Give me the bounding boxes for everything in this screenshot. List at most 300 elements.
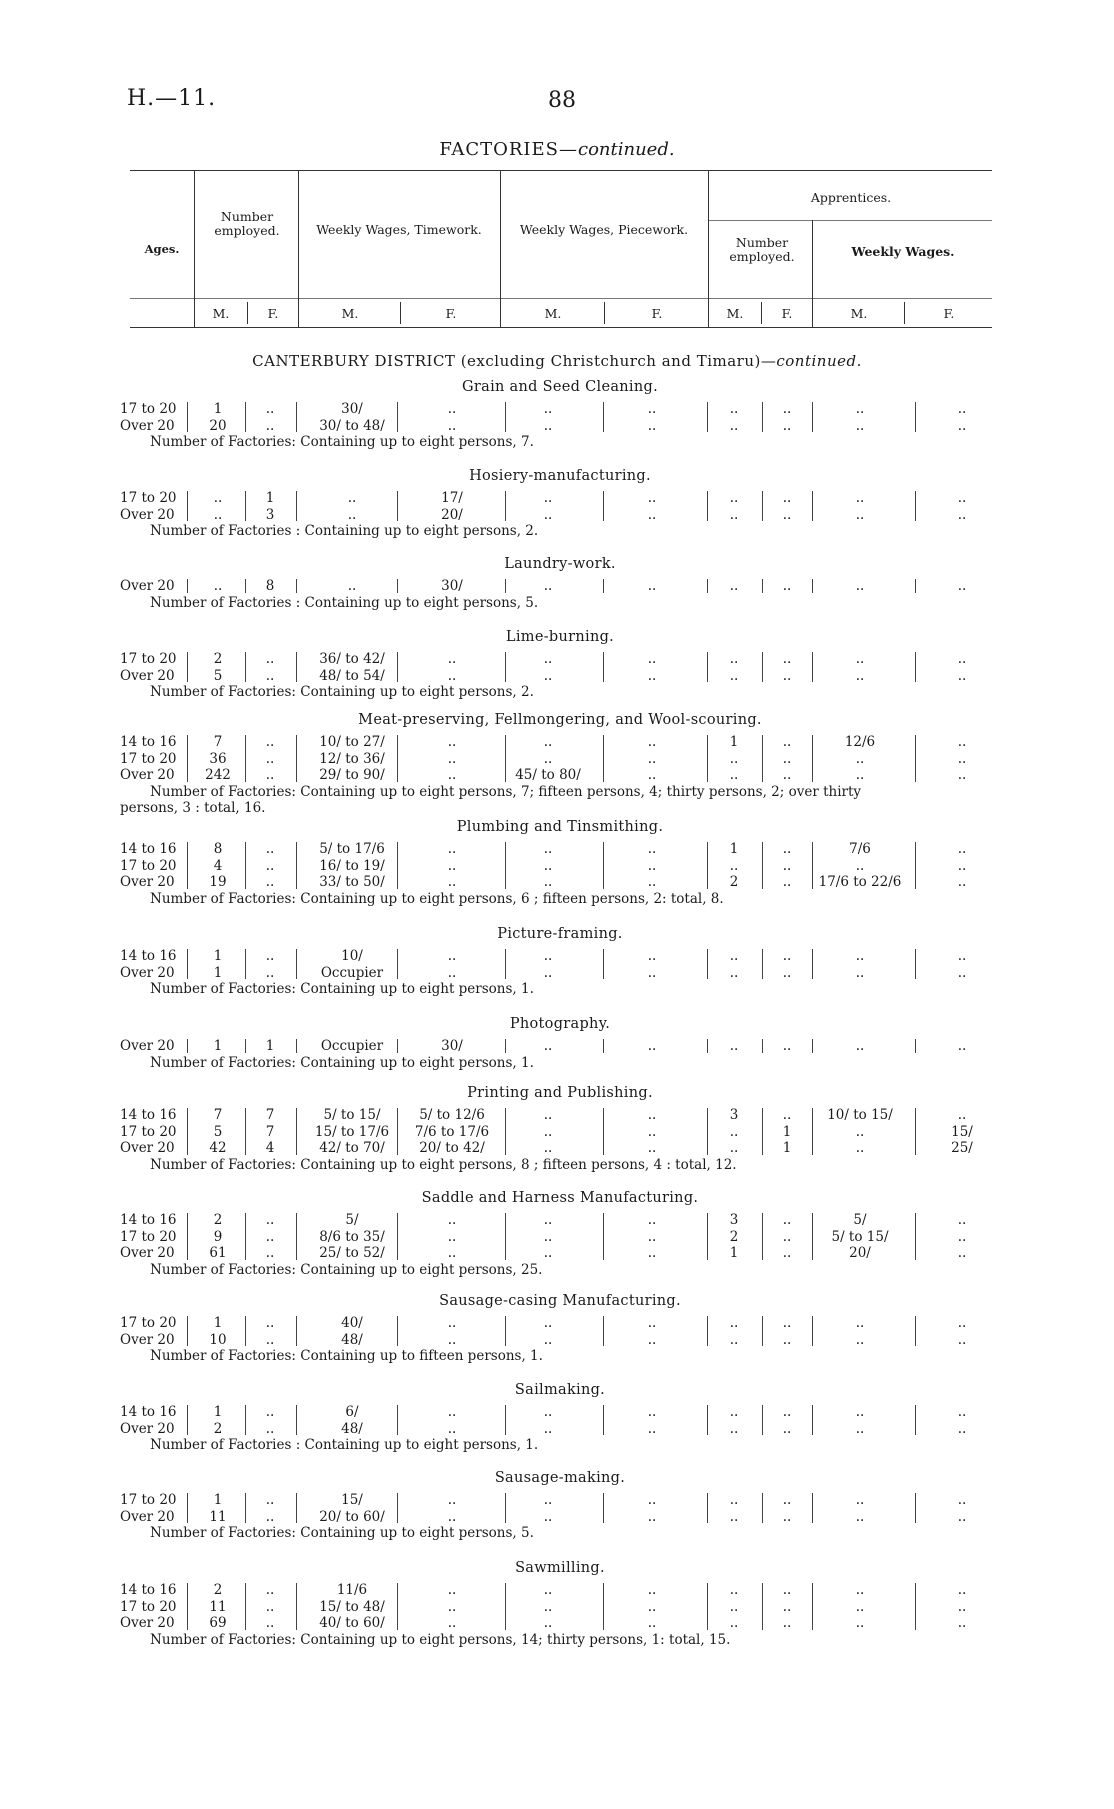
table-row — [0, 1599, 1114, 1615]
age-cell: 14 to 16 — [120, 1582, 177, 1598]
value-cell: .. — [782, 1245, 792, 1261]
value-cell: .. — [543, 1598, 553, 1615]
value-cell: .. — [265, 841, 275, 857]
value-cell: .. — [543, 874, 553, 890]
value-cell: .. — [447, 1228, 457, 1245]
value-cell: 8/6 to 35/ — [319, 1228, 385, 1245]
value-cell: .. — [957, 1038, 967, 1054]
column-rule — [603, 1583, 604, 1630]
column-rule — [762, 842, 763, 889]
value-cell: 15/ to 17/6 — [314, 1123, 390, 1140]
value-cell: .. — [782, 1404, 792, 1420]
value-cell: 1 — [729, 1245, 739, 1261]
column-rule — [505, 1213, 506, 1260]
table-row — [0, 965, 1114, 981]
value-cell: Occupier — [320, 964, 384, 981]
value-cell: 242 — [205, 767, 231, 783]
value-cell: .. — [729, 1582, 739, 1598]
column-rule — [296, 1108, 297, 1155]
value-cell: .. — [782, 750, 792, 767]
value-cell: .. — [957, 401, 967, 417]
value-cell: .. — [447, 948, 457, 964]
table-row — [0, 1315, 1114, 1331]
value-cell: .. — [543, 578, 553, 594]
age-cell: 14 to 16 — [120, 734, 177, 750]
value-cell: .. — [782, 1315, 792, 1331]
age-cell: Over 20 — [120, 417, 175, 434]
column-rule — [505, 1039, 506, 1053]
value-cell: .. — [647, 874, 657, 890]
age-cell: Over 20 — [120, 1245, 175, 1261]
value-cell: .. — [447, 1331, 457, 1348]
column-rule — [812, 842, 813, 889]
age-cell: Over 20 — [120, 1508, 175, 1525]
value-cell: .. — [782, 651, 792, 667]
value-cell: .. — [729, 667, 739, 684]
table-row — [0, 948, 1114, 964]
value-cell: .. — [782, 948, 792, 964]
column-rule — [296, 1405, 297, 1435]
column-rule — [397, 652, 398, 682]
value-cell: 48/ to 54/ — [319, 667, 385, 684]
col-m: M. — [212, 306, 230, 321]
value-cell: .. — [265, 1508, 275, 1525]
value-cell: .. — [265, 1212, 275, 1228]
value-cell: 1 — [782, 1123, 792, 1140]
value-cell: .. — [782, 1228, 792, 1245]
value-cell: 5 — [213, 1123, 223, 1140]
page-number: 88 — [548, 88, 576, 113]
section-title: Picture-framing. — [497, 926, 623, 942]
value-cell: .. — [729, 417, 739, 434]
age-cell: 14 to 16 — [120, 1107, 177, 1123]
column-rule — [707, 1108, 708, 1155]
value-cell: .. — [647, 857, 657, 874]
factory-count-note: Number of Factories: Containing up to eight persons, 14; thirty persons, 1: total, 15. — [150, 1631, 731, 1648]
column-rule — [187, 1583, 188, 1630]
document-code: H.—11. — [127, 86, 217, 111]
value-cell: .. — [647, 417, 657, 434]
value-cell: .. — [543, 841, 553, 857]
value-cell: .. — [855, 1331, 865, 1348]
column-rule — [296, 579, 297, 593]
column-rule — [245, 1039, 246, 1053]
value-cell: 5/ to 15/ — [831, 1228, 889, 1245]
value-cell: 15/ to 48/ — [319, 1598, 385, 1615]
column-rule — [505, 842, 506, 889]
column-rule — [397, 949, 398, 979]
col-m: M. — [341, 306, 359, 321]
column-rule — [245, 491, 246, 521]
value-cell: .. — [213, 578, 223, 594]
column-rule — [245, 949, 246, 979]
column-rule — [397, 735, 398, 782]
factory-count-note: Number of Factories: Containing up to eight persons, 8 ; fifteen persons, 4 : total, 12. — [150, 1156, 737, 1173]
value-cell: .. — [265, 964, 275, 981]
column-rule — [296, 402, 297, 432]
value-cell: .. — [729, 1331, 739, 1348]
age-cell: 17 to 20 — [120, 1315, 177, 1331]
value-cell: 48/ — [341, 1420, 363, 1437]
column-rule — [187, 402, 188, 432]
table-row — [0, 858, 1114, 874]
value-cell: .. — [782, 506, 792, 523]
value-cell: .. — [447, 1582, 457, 1598]
column-rule — [187, 842, 188, 889]
value-cell: .. — [265, 948, 275, 964]
column-rule — [505, 1108, 506, 1155]
factory-count-note: Number of Factories: Containing up to eight persons, 1. — [150, 981, 534, 997]
value-cell: 4 — [213, 857, 223, 874]
column-rule — [296, 1039, 297, 1053]
value-cell: .. — [447, 667, 457, 684]
value-cell: .. — [855, 506, 865, 523]
value-cell: .. — [957, 1492, 967, 1508]
value-cell: 1 — [213, 948, 223, 964]
value-cell: .. — [855, 857, 865, 874]
column-rule — [187, 1108, 188, 1155]
value-cell: .. — [957, 1615, 967, 1631]
value-cell: .. — [729, 651, 739, 667]
value-cell: .. — [647, 1245, 657, 1261]
value-cell: .. — [729, 1140, 739, 1156]
col-f: F. — [445, 306, 457, 321]
section-title: Sausage-making. — [494, 1470, 626, 1486]
value-cell: 20 — [209, 417, 227, 434]
value-cell: 3 — [265, 506, 275, 523]
value-cell: .. — [647, 964, 657, 981]
value-cell: .. — [855, 667, 865, 684]
column-rule — [915, 842, 916, 889]
column-rule — [187, 1316, 188, 1346]
column-rule — [812, 1583, 813, 1630]
value-cell: 10/ to 15/ — [827, 1107, 893, 1123]
value-cell: 1 — [782, 1140, 792, 1156]
value-cell: .. — [265, 651, 275, 667]
value-cell: 8 — [265, 578, 275, 594]
column-rule — [187, 1405, 188, 1435]
column-rule — [812, 1405, 813, 1435]
column-rule — [603, 1039, 604, 1053]
col-m: M. — [850, 306, 868, 321]
column-rule — [812, 491, 813, 521]
value-cell: .. — [265, 874, 275, 890]
value-cell: .. — [855, 651, 865, 667]
value-cell: .. — [543, 1404, 553, 1420]
value-cell: .. — [543, 1228, 553, 1245]
column-rule — [707, 735, 708, 782]
value-cell: .. — [347, 578, 357, 594]
age-cell: 17 to 20 — [120, 1492, 177, 1508]
column-rule — [707, 1405, 708, 1435]
value-cell: .. — [265, 1331, 275, 1348]
value-cell: .. — [543, 667, 553, 684]
value-cell: .. — [543, 1420, 553, 1437]
column-rule — [915, 949, 916, 979]
value-cell: .. — [855, 1404, 865, 1420]
value-cell: .. — [782, 1420, 792, 1437]
column-rule — [505, 491, 506, 521]
value-cell: .. — [782, 417, 792, 434]
section-title: Saddle and Harness Manufacturing. — [421, 1190, 699, 1206]
value-cell: 7 — [213, 734, 223, 750]
column-rule — [762, 1493, 763, 1523]
column-rule — [762, 1213, 763, 1260]
column-rule — [707, 842, 708, 889]
column-rule — [397, 579, 398, 593]
value-cell: .. — [447, 1212, 457, 1228]
value-cell: .. — [447, 874, 457, 890]
value-cell: 42 — [209, 1140, 227, 1156]
value-cell: 1 — [213, 1315, 223, 1331]
value-cell: .. — [729, 490, 739, 506]
column-rule — [812, 579, 813, 593]
section-title: Grain and Seed Cleaning. — [462, 379, 658, 395]
value-cell: .. — [265, 1315, 275, 1331]
value-cell: .. — [647, 401, 657, 417]
value-cell: .. — [543, 750, 553, 767]
value-cell: .. — [543, 948, 553, 964]
column-rule — [812, 1108, 813, 1155]
value-cell: 11/6 — [336, 1582, 368, 1598]
value-cell: 5/ to 17/6 — [319, 841, 385, 857]
value-cell: 4 — [265, 1140, 275, 1156]
column-rule — [505, 652, 506, 682]
value-cell: 16/ to 19/ — [319, 857, 385, 874]
value-cell: 2 — [213, 1212, 223, 1228]
column-rule — [505, 949, 506, 979]
table-row — [0, 1124, 1114, 1140]
district-heading: CANTERBURY DISTRICT (excluding Christchurch and Timaru)—continued. — [252, 352, 862, 370]
column-rule — [812, 1493, 813, 1523]
age-cell: Over 20 — [120, 667, 175, 684]
age-cell: 17 to 20 — [120, 490, 177, 506]
value-cell: .. — [647, 1038, 657, 1054]
value-cell: .. — [543, 857, 553, 874]
value-cell: .. — [782, 1492, 792, 1508]
value-cell: .. — [957, 667, 967, 684]
column-rule — [245, 402, 246, 432]
value-cell: .. — [447, 857, 457, 874]
table-row — [0, 1582, 1114, 1598]
value-cell: 33/ to 50/ — [319, 874, 385, 890]
section-title: Photography. — [509, 1016, 611, 1032]
value-cell: 5/ — [345, 1212, 359, 1228]
value-cell: 1 — [265, 1038, 275, 1054]
value-cell: .. — [543, 401, 553, 417]
column-rule — [762, 491, 763, 521]
column-rule — [296, 735, 297, 782]
value-cell: .. — [447, 1420, 457, 1437]
column-rule — [707, 1493, 708, 1523]
column-rule — [915, 735, 916, 782]
value-cell: .. — [447, 1598, 457, 1615]
value-cell: .. — [265, 1492, 275, 1508]
column-rule — [505, 1583, 506, 1630]
value-cell: .. — [729, 1492, 739, 1508]
value-cell: .. — [782, 490, 792, 506]
value-cell: .. — [729, 750, 739, 767]
value-cell: .. — [957, 1404, 967, 1420]
value-cell: .. — [957, 1582, 967, 1598]
col-appr-number: Number employed. — [729, 235, 795, 264]
column-rule — [603, 579, 604, 593]
value-cell: Occupier — [320, 1038, 384, 1054]
value-cell: 30/ — [441, 578, 463, 594]
value-cell: .. — [543, 1212, 553, 1228]
column-rule — [296, 1583, 297, 1630]
value-cell: 10/ to 27/ — [319, 734, 385, 750]
age-cell: Over 20 — [120, 964, 175, 981]
value-cell: .. — [855, 750, 865, 767]
value-cell: .. — [855, 401, 865, 417]
value-cell: .. — [647, 1598, 657, 1615]
value-cell: .. — [447, 401, 457, 417]
table-row — [0, 490, 1114, 506]
value-cell: .. — [543, 964, 553, 981]
value-cell: .. — [729, 1598, 739, 1615]
value-cell: 20/ to 60/ — [319, 1508, 385, 1525]
factory-count-note: Number of Factories: Containing up to eight persons, 2. — [150, 684, 534, 700]
value-cell: 2 — [729, 1228, 739, 1245]
column-rule — [245, 1493, 246, 1523]
section-title: Printing and Publishing. — [467, 1085, 653, 1101]
column-rule — [187, 1213, 188, 1260]
column-rule — [245, 842, 246, 889]
value-cell: .. — [729, 1315, 739, 1331]
column-rule — [245, 1583, 246, 1630]
value-cell: 20/ — [849, 1245, 871, 1261]
column-rule — [603, 491, 604, 521]
table-row — [0, 1492, 1114, 1508]
value-cell: 61 — [209, 1245, 227, 1261]
factory-count-note-continued: persons, 3 : total, 16. — [120, 799, 266, 816]
col-f: F. — [267, 306, 279, 321]
section-title: Laundry-work. — [504, 556, 616, 572]
value-cell: .. — [855, 1315, 865, 1331]
column-rule — [812, 735, 813, 782]
value-cell: 1 — [729, 841, 739, 857]
value-cell: .. — [729, 1404, 739, 1420]
value-cell: .. — [729, 964, 739, 981]
value-cell: .. — [543, 506, 553, 523]
column-rule — [187, 735, 188, 782]
column-rule — [296, 652, 297, 682]
factory-count-note: Number of Factories: Containing up to eight persons, 25. — [150, 1261, 543, 1278]
column-rule — [762, 652, 763, 682]
value-cell: .. — [729, 1508, 739, 1525]
column-rule — [707, 949, 708, 979]
value-cell: .. — [647, 1228, 657, 1245]
value-cell: .. — [543, 1582, 553, 1598]
value-cell: .. — [543, 651, 553, 667]
value-cell: .. — [647, 506, 657, 523]
section-title: Meat-preserving, Fellmongering, and Wool-scouring. — [358, 712, 762, 728]
column-rule — [762, 1583, 763, 1630]
column-rule — [707, 652, 708, 682]
value-cell: .. — [447, 734, 457, 750]
value-cell: .. — [543, 734, 553, 750]
column-rule — [505, 579, 506, 593]
column-rule — [245, 1316, 246, 1346]
value-cell: .. — [729, 578, 739, 594]
value-cell: 7 — [265, 1107, 275, 1123]
col-weekly-timework: Weekly Wages, Timework. — [316, 222, 482, 237]
value-cell: .. — [729, 767, 739, 783]
value-cell: .. — [265, 1582, 275, 1598]
column-rule — [762, 735, 763, 782]
value-cell: 25/ — [951, 1140, 973, 1156]
value-cell: .. — [782, 667, 792, 684]
factory-count-note: Number of Factories : Containing up to eight persons, 2. — [150, 523, 539, 539]
column-rule — [603, 1316, 604, 1346]
table-row — [0, 1509, 1114, 1525]
value-cell: .. — [782, 578, 792, 594]
value-cell: .. — [782, 1582, 792, 1598]
table-row — [0, 401, 1114, 417]
col-appr-wages: Weekly Wages. — [851, 244, 955, 259]
value-cell: .. — [447, 1404, 457, 1420]
column-rule — [603, 1108, 604, 1155]
value-cell: 48/ — [341, 1331, 363, 1348]
column-rule — [397, 1405, 398, 1435]
value-cell: .. — [265, 1420, 275, 1437]
column-rule — [397, 1213, 398, 1260]
value-cell: .. — [543, 490, 553, 506]
factory-count-note: Number of Factories: Containing up to eight persons, 6 ; fifteen persons, 2: total, 8. — [150, 890, 724, 907]
value-cell: .. — [647, 841, 657, 857]
value-cell: .. — [957, 1315, 967, 1331]
column-rule — [812, 949, 813, 979]
value-cell: .. — [447, 767, 457, 783]
value-cell: .. — [447, 651, 457, 667]
section-title: Sailmaking. — [514, 1382, 606, 1398]
age-cell: Over 20 — [120, 578, 175, 594]
value-cell: .. — [957, 964, 967, 981]
age-cell: 17 to 20 — [120, 857, 177, 874]
value-cell: 25/ to 52/ — [319, 1245, 385, 1261]
value-cell: .. — [265, 734, 275, 750]
value-cell: 5/ to 15/ — [323, 1107, 381, 1123]
value-cell: 11 — [209, 1508, 227, 1525]
column-rule — [296, 1316, 297, 1346]
age-cell: 17 to 20 — [120, 651, 177, 667]
column-rule — [707, 1039, 708, 1053]
value-cell: .. — [855, 417, 865, 434]
column-rule — [762, 1405, 763, 1435]
table-row — [0, 651, 1114, 667]
age-cell: Over 20 — [120, 874, 175, 890]
column-rule — [187, 949, 188, 979]
value-cell: 7 — [213, 1107, 223, 1123]
value-cell: 1 — [213, 401, 223, 417]
value-cell: .. — [543, 1038, 553, 1054]
age-cell: 17 to 20 — [120, 1123, 177, 1140]
column-rule — [812, 652, 813, 682]
factory-count-note: Number of Factories: Containing up to eight persons, 1. — [150, 1054, 534, 1071]
value-cell: .. — [647, 1331, 657, 1348]
table-row — [0, 1212, 1114, 1228]
column-rule — [397, 1316, 398, 1346]
col-f: F. — [943, 306, 955, 321]
value-cell: .. — [957, 506, 967, 523]
column-rule — [915, 1108, 916, 1155]
col-m: M. — [544, 306, 562, 321]
value-cell: 10 — [209, 1331, 227, 1348]
value-cell: 1 — [729, 734, 739, 750]
value-cell: .. — [855, 1582, 865, 1598]
column-rule — [762, 949, 763, 979]
